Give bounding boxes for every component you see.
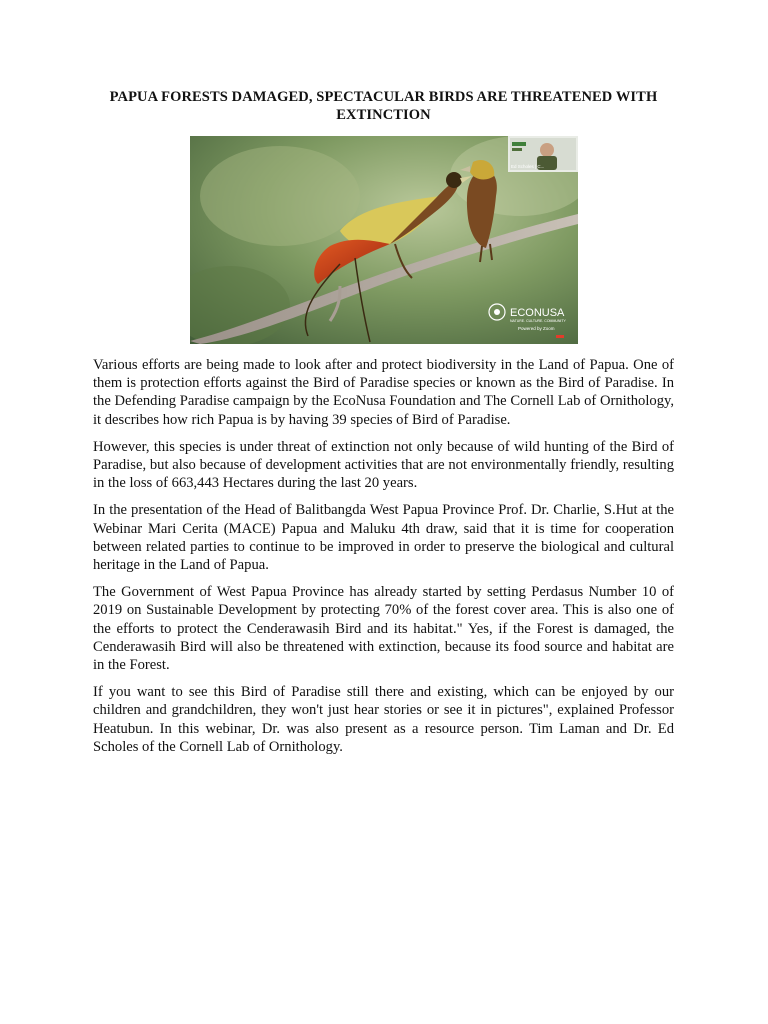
paragraph-4: The Government of West Papua Province has already started by setting Perdasus Number 10 of 2019 on Sustainable Development by protecting 70% of the forest cover area. This is also one of the efforts to protect the Cenderawasih Bird and its habitat." Yes, if the Forest is damaged, the Cenderawasih Bird will also be threatened with extinction, because its food source and habitat are in the Forest. — [93, 584, 674, 674]
powered-by-label: Powered by Zoom — [517, 326, 555, 331]
article-photo — [190, 136, 578, 344]
webcam-name-label: Ed Scholes | C... — [510, 164, 544, 169]
brand-tagline: NATURE. CULTURE. COMMUNITY — [509, 319, 566, 323]
article-title: PAPUA FORESTS DAMAGED, SPECTACULAR BIRDS ARE THREATENED WITH EXTINCTION — [109, 89, 658, 123]
paragraph-3: In the presentation of the Head of Balitbangda West Papua Province Prof. Dr. Charlie, S.Hut at the Webinar Mari Cerita (MACE) Papua and Maluku 4th draw, said that it is time for cooperation between related parties to continue to be improved in order to preserve the biological and cultural heritage in the Land of Papua. — [93, 502, 674, 574]
birds-of-paradise-photo-icon — [190, 136, 578, 344]
paragraph-2: However, this species is under threat of extinction not only because of wild hunting of the Bird of Paradise, but also because of development activities that are not environmentally friendly, resulting in the loss of 663,443 Hectares during the last 20 years. — [93, 438, 674, 492]
article-body — [93, 356, 674, 756]
document-page — [93, 88, 674, 765]
zoom-logo-icon — [556, 335, 564, 338]
brand-name-label: ECONUSA — [509, 307, 564, 319]
paragraph-1: Various efforts are being made to look after and protect biodiversity in the Land of Papua. One of them is protection efforts against the Bird of Paradise species or known as the Bird of Paradise. In the Defending Paradise campaign by the EcoNusa Foundation and The Cornell Lab of Ornithology, it describes how rich Papua is by having 39 species of Bird of Paradise. — [93, 357, 674, 428]
paragraph-5: If you want to see this Bird of Paradise still there and existing, which can be enjoyed by our children and grandchildren, they won't just hear stories or see it in pictures", explained Professor Heatubun. In this webinar, Dr. was also present as a resource person. Tim Laman and Dr. Ed Scholes of the Cornell Lab of Ornithology. — [93, 684, 674, 755]
